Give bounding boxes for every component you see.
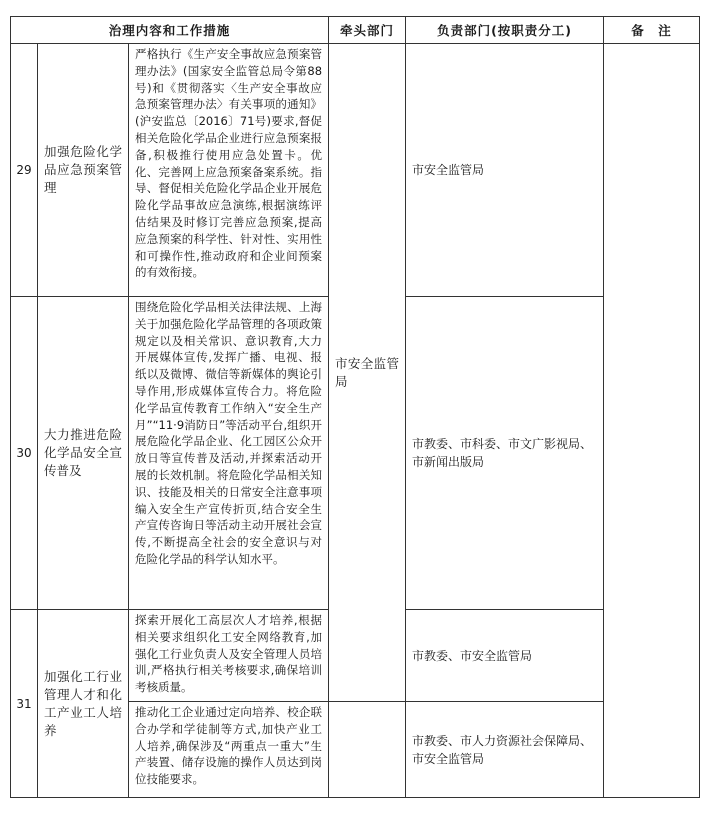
row-number: 29 [11, 44, 38, 297]
header-remarks: 备 注 [604, 17, 700, 44]
table-header-row [11, 17, 700, 44]
row-number: 31 [11, 610, 38, 798]
remarks-cell [604, 44, 700, 798]
row-measure: 探索开展化工高层次人才培养,根据相关要求组织化工安全网络教育,加强化工行业负责人及安全管理人员培训,严格执行相关考核要求,确保培训考核质量。 [129, 610, 329, 702]
row-category: 大力推进危险化学品安全宣传普及 [38, 297, 129, 610]
header-resp-dept: 负责部门(按职责分工) [406, 17, 604, 44]
lead-dept-cell: 市安全监管局 [329, 44, 406, 702]
row-resp-dept: 市教委、市安全监管局 [406, 610, 604, 702]
row-measure: 推动化工企业通过定向培养、校企联合办学和学徒制等方式,加快产业工人培养,确保涉及“两重点一重大”生产装置、储存设施的操作人员达到岗位技能要求。 [129, 702, 329, 798]
row-measure: 严格执行《生产安全事故应急预案管理办法》(国家安全监管总局令第88号)和《贯彻落实〈生产安全事故应急预案管理办法〉有关事项的通知》(沪安监总〔2016〕71号)要求,督促相关危险化学品企业进行应急预案报备,积极推行使用应急处置卡。优化、完善网上应急预案备案系统。指导、督促相关危险化学品企业开展危险化学品事故应急演练,根据演练评估结果及时修订完善应急预案,提高应急预案的科学性、针对性、实用性和可操作性,推动政府和企业间预案的有效衔接。 [129, 44, 329, 297]
header-measures: 治理内容和工作措施 [11, 17, 329, 44]
governance-table [10, 16, 700, 798]
row-resp-dept: 市教委、市科委、市文广影视局、市新闻出版局 [406, 297, 604, 610]
lead-dept-cell-empty [329, 702, 406, 798]
row-resp-dept: 市教委、市人力资源社会保障局、市安全监管局 [406, 702, 604, 798]
row-category: 加强危险化学品应急预案管理 [38, 44, 129, 297]
row-category: 加强化工行业管理人才和化工产业工人培养 [38, 610, 129, 798]
row-number: 30 [11, 297, 38, 610]
row-measure: 围绕危险化学品相关法律法规、上海关于加强危险化学品管理的各项政策规定以及相关常识、意识教育,大力开展媒体宣传,发挥广播、电视、报纸以及微博、微信等新媒体的舆论引导作用,形成媒体宣传合力。将危险化学品宣传教育工作纳入“安全生产月”“11·9消防日”等活动平台,组织开展危险化学品企业、化工园区公众开放日等宣传普及活动,并探索活动开展的长效机制。将危险化学品相关知识、技能及相关的日常安全注意事项编入安全生产宣传折页,结合安全生产宣传咨询日等活动主动开展社会宣传,不断提高全社会的安全意识与对危险化学品的科学认知水平。 [129, 297, 329, 610]
header-lead-dept: 牵头部门 [329, 17, 406, 44]
table-row [11, 44, 700, 297]
row-resp-dept: 市安全监管局 [406, 44, 604, 297]
